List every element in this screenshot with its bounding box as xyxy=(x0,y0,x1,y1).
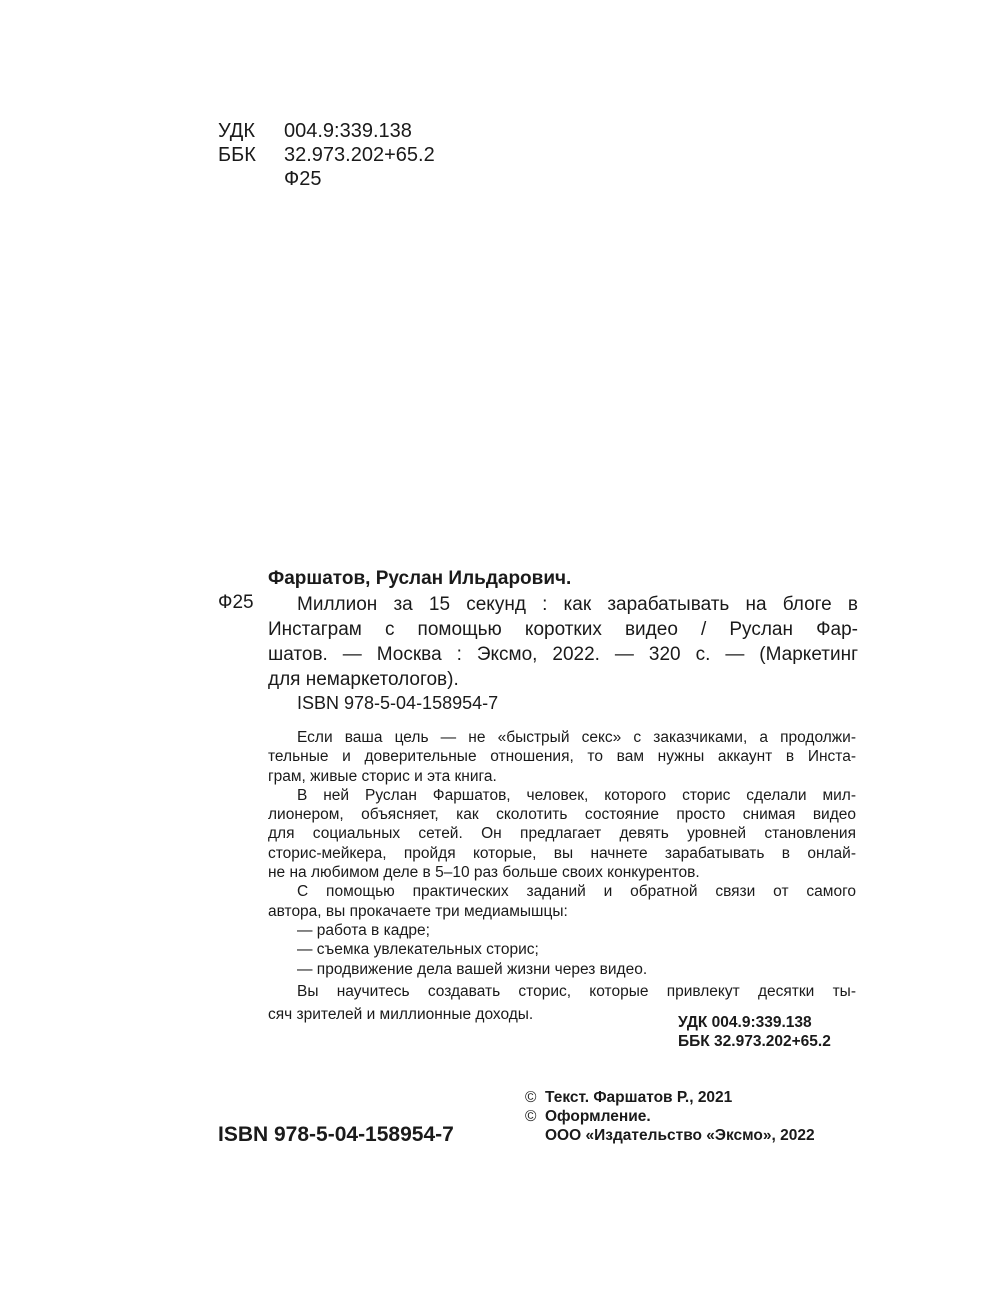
record-author: Фаршатов, Руслан Ильдарович. xyxy=(268,568,572,589)
description-line: Миллион за 15 секунд : как зарабатывать на блоге в xyxy=(297,594,858,615)
author-sign: Ф25 xyxy=(284,168,322,190)
annotation-line: лионером, объясняет, как сколотить состояние просто снимая видео xyxy=(268,806,856,824)
bbk-line xyxy=(218,143,435,167)
annotation-line: для социальных сетей. Он предлагает девять уровней становления xyxy=(268,825,856,843)
annotation-line: не на любимом деле в 5–10 раз больше своих конкурентов. xyxy=(268,864,700,882)
annotation-line: грам, живые сторис и эта книга. xyxy=(268,767,497,785)
annotation xyxy=(268,728,856,1024)
annotation-line: — продвижение дела вашей жизни через видео. xyxy=(297,960,648,978)
copyright-sign: © xyxy=(525,1108,537,1125)
annotation-line: — съемка увлекательных сторис; xyxy=(297,941,539,959)
author-sign-line xyxy=(218,167,321,191)
udk-line xyxy=(218,119,412,143)
isbn-bottom: ISBN 978-5-04-158954-7 xyxy=(218,1123,454,1146)
bbk-value: 32.973.202+65.2 xyxy=(284,144,435,166)
copyright-text-line xyxy=(525,1088,732,1107)
description-line: Инстаграм с помощью коротких видео / Руслан Фар- xyxy=(268,619,858,640)
annotation-line: Вы научитесь создавать сторис, которые привлекут десятки ты- xyxy=(297,982,856,1000)
udk-value: 004.9:339.138 xyxy=(284,120,412,142)
annotation-line: сяч зрителей и миллионные доходы. xyxy=(268,1006,534,1024)
description-line: шатов. — Москва : Эксмо, 2022. — 320 с. — (Маркетинг xyxy=(268,644,858,665)
record-isbn: ISBN 978-5-04-158954-7 xyxy=(297,693,499,713)
copyright-sign: © xyxy=(525,1089,537,1106)
annotation-line: Если ваша цель — не «быстрый секс» с заказчиками, а продолжи- xyxy=(297,729,856,746)
annotation-line: тельные и доверительные отношения, то вам нужны аккаунт в Инста- xyxy=(268,748,856,766)
annotation-line: автора, вы прокачаете три медиамышцы: xyxy=(268,902,568,920)
copyright-design-line xyxy=(525,1107,651,1126)
annotation-line: С помощью практических заданий и обратной связи от самого xyxy=(297,883,856,901)
annotation-line: — работа в кадре; xyxy=(297,921,430,939)
copyright-design: Оформление. xyxy=(545,1108,651,1125)
udk-label: УДК xyxy=(218,120,256,142)
udk-bottom: УДК 004.9:339.138 xyxy=(678,1014,812,1031)
copyright-publisher: ООО «Издательство «Эксмо», 2022 xyxy=(545,1127,815,1144)
annotation-line: В ней Руслан Фаршатов, человек, которого сторис сделали мил- xyxy=(297,786,856,804)
bbk-bottom: ББК 32.973.202+65.2 xyxy=(678,1033,831,1050)
bbk-label: ББК xyxy=(218,144,256,166)
copyright-text: Текст. Фаршатов Р., 2021 xyxy=(545,1089,733,1106)
annotation-line: сторис-мейкера, пройдя которые, вы начнете зарабатывать в онлай- xyxy=(268,844,856,862)
record-description xyxy=(268,592,858,692)
description-line: для немаркетологов). xyxy=(268,669,459,690)
record-index: Ф25 xyxy=(218,592,254,613)
